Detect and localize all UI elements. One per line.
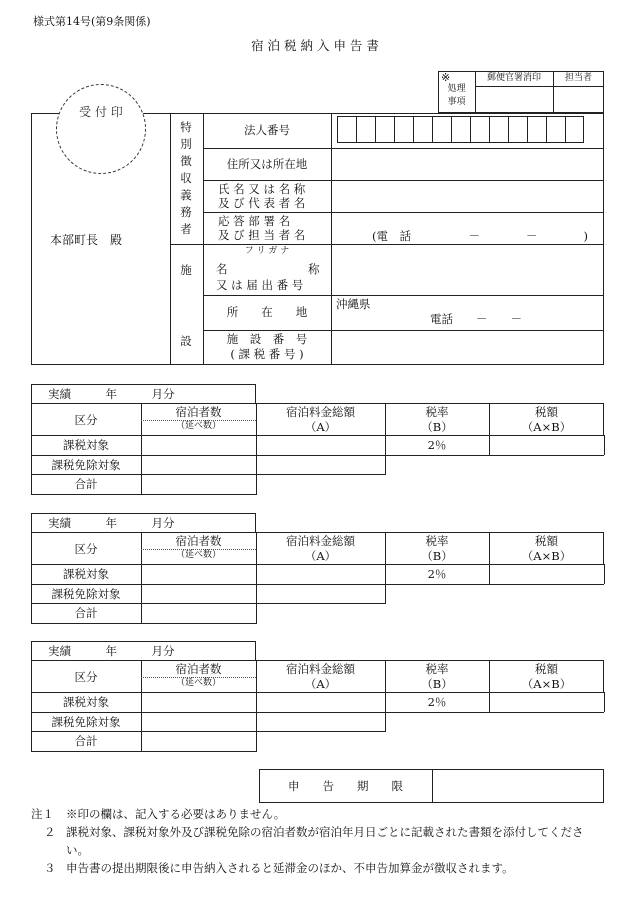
row-exempt: 課税免除対象 [51,587,121,601]
col-tax: 税額 [535,405,558,419]
col-guests-sub: （延べ数） [175,550,221,560]
contact-label-1: 応 答 部 署 名 [218,214,291,228]
row-taxable: 課税対象 [63,695,109,709]
page-title: 宿 泊 税 納 入 申 告 書 [251,38,379,53]
col-guests-sub: （延べ数） [175,421,221,431]
col-category: 区分 [74,542,98,556]
receipt-stamp-label: 受 付 印 [79,105,123,119]
postal-stamp-label: 郵便官署消印 [486,73,541,83]
obligor-phone[interactable]: (電 話 － － ) [372,229,588,243]
col-fee-total: 宿泊料金総額 [286,534,355,548]
note-1-number: 注１ [31,807,54,821]
col-guests: 宿泊者数 [175,534,222,548]
facility-number-label-2: ( 課 税 番 号 ) [230,347,304,361]
note-mark: ※ [441,71,451,84]
period-table-1 [0,384,630,494]
row-exempt: 課税免除対象 [51,458,121,472]
note-2-continuation: い。 [66,843,89,857]
period-table-2 [0,513,630,623]
col-rate-sub: （B） [421,549,453,563]
col-rate: 税率 [425,534,449,548]
tax-rate-value: 2％ [427,567,447,581]
corporate-number-label: 法人番号 [244,123,290,137]
obligor-side-label: 特 別 徴 収 義 務 者 [180,120,192,236]
addressee: 本部町長 殿 [50,233,123,247]
col-fee-total: 宿泊料金総額 [286,405,355,419]
col-fee-total: 宿泊料金総額 [286,662,355,676]
col-guests: 宿泊者数 [175,405,222,419]
col-rate-sub: （B） [421,677,453,691]
address-label: 住所又は所在地 [226,157,308,171]
note-3-number: ３ [44,861,56,875]
location-label: 所 在 地 [226,305,308,319]
name-field[interactable] [332,181,603,211]
col-rate: 税率 [425,662,449,676]
receipt-stamp-circle [56,84,146,174]
facility-phone[interactable]: 電話 － － [430,312,522,326]
deadline-label: 申 告 期 限 [288,779,403,793]
address-field[interactable] [332,149,603,179]
contact-label-2: 及 び 担 当 者 名 [218,228,306,242]
row-taxable: 課税対象 [63,438,109,452]
note-2-text: 課税対象、課税対象外及び課税免除の宿泊者数が宿泊年月日ごとに記載された書類を添付してくださ [66,826,584,839]
period-table-3 [0,641,630,751]
col-guests-sub: （延べ数） [175,678,221,688]
note-1-text: ※印の欄は、記入する必要はありません。 [66,807,286,821]
facility-side-label-1: 施 [180,263,192,277]
tax-rate-value: 2％ [427,438,447,452]
facility-name-field[interactable] [332,245,603,294]
form-code: 様式第14号(第9条関係) [33,15,151,28]
name-label-2: 及 び 代 表 者 名 [218,196,306,210]
name-label-1: 氏 名 又 は 名 称 [218,182,306,196]
processing-label: 処理 [447,84,466,94]
col-tax-sub: （A×B） [521,420,572,434]
col-tax: 税額 [535,662,558,676]
row-total: 合計 [74,734,98,748]
col-fee-sub: （A） [304,549,337,563]
results-month-label: 実績 年 月分 [48,387,175,401]
tax-rate-value: 2％ [427,695,447,709]
facility-side-label-2: 設 [180,334,192,348]
prefecture-text: 沖縄県 [336,297,371,311]
col-tax: 税額 [535,534,558,548]
row-exempt: 課税免除対象 [51,715,121,729]
col-fee-sub: （A） [304,677,337,691]
facility-number-label-1: 施 設 番 号 [226,332,308,346]
col-category: 区分 [74,670,98,684]
facility-name-label-1: 名 称 [216,262,320,276]
row-total: 合計 [74,477,98,491]
col-rate: 税率 [425,405,449,419]
col-tax-sub: （A×B） [521,677,572,691]
staff-label: 担当者 [564,73,592,83]
matters-label: 事項 [447,97,466,107]
col-fee-sub: （A） [304,420,337,434]
results-month-label: 実績 年 月分 [48,644,175,658]
note-3-text: 申告書の提出期限後に申告納入されると延滞金のほか、不申告加算金が徴収されます。 [66,861,514,875]
col-category: 区分 [74,413,98,427]
deadline-field[interactable] [433,770,603,802]
row-total: 合計 [74,606,98,620]
col-guests: 宿泊者数 [175,662,222,676]
col-tax-sub: （A×B） [521,549,572,563]
row-taxable: 課税対象 [63,567,109,581]
facility-name-label-2: 又 は 届 出 番 号 [216,278,304,292]
furigana-label: フ リ ガ ナ [244,246,290,256]
results-month-label: 実績 年 月分 [48,516,175,530]
note-2-number: ２ [44,825,56,839]
facility-number-field[interactable] [332,331,603,364]
col-rate-sub: （B） [421,420,453,434]
